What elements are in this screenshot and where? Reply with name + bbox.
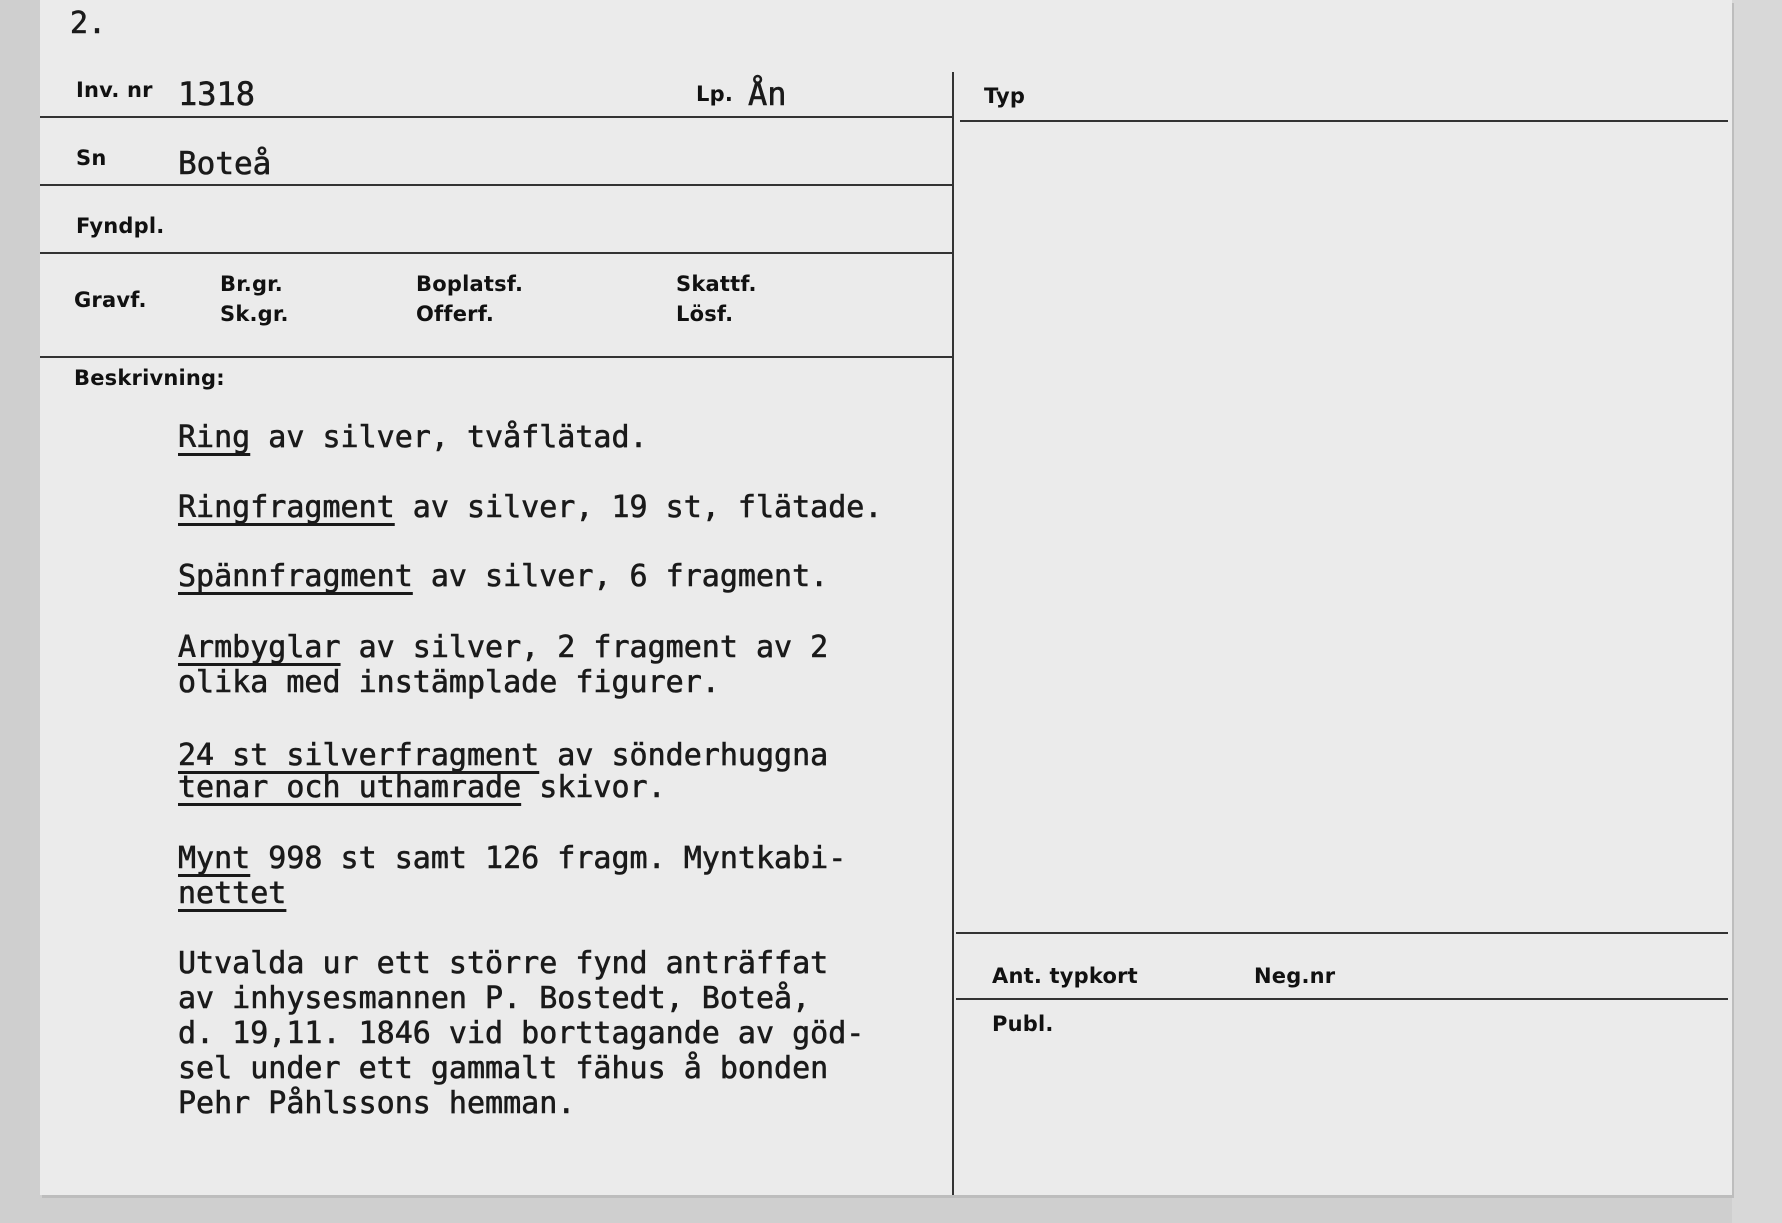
entry-armbyglar-line2: olika med instämplade figurer. [178, 665, 720, 700]
catalog-card [40, 0, 1732, 1195]
skattf-label: Skattf. [676, 272, 757, 296]
sk-gr-label: Sk.gr. [220, 302, 289, 326]
entry-mynt-text: 998 st samt 126 fragm. Myntkabi- [250, 841, 847, 876]
entry-armbyglar-term: Armbyglar [178, 630, 341, 665]
entry-silverfragment-line2-term: tenar och uthamrade [178, 770, 522, 805]
fyndpl-label: Fyndpl. [76, 214, 165, 238]
entry-ringfragment-term: Ringfragment [178, 490, 395, 525]
inv-nr-label: Inv. nr [76, 78, 153, 102]
entry-silverfragment-line2 [178, 770, 666, 805]
entry-ringfragment [178, 490, 882, 525]
ant-typkort-label: Ant. typkort [992, 964, 1138, 988]
rule-gravf [40, 356, 952, 358]
paragraph-line: Utvalda ur ett större fynd anträffat [178, 946, 829, 981]
br-gr-label: Br.gr. [220, 272, 283, 296]
neg-nr-label: Neg.nr [1254, 964, 1336, 988]
entry-silverfragment-term: 24 st silverfragment [178, 738, 540, 773]
entry-ring-text: av silver, tvåflätad. [250, 420, 648, 455]
gravf-label: Gravf. [74, 288, 147, 312]
sn-value: Boteå [178, 146, 272, 182]
column-divider [952, 72, 954, 1195]
rule-right-2 [956, 998, 1728, 1000]
rule-header [40, 116, 952, 118]
entry-mynt-line2-term: nettet [178, 876, 287, 911]
rule-fyndpl [40, 252, 952, 254]
entry-mynt-line2 [178, 876, 286, 911]
rule-sn [40, 184, 952, 186]
entry-mynt-term: Mynt [178, 841, 251, 876]
offerf-label: Offerf. [416, 302, 495, 326]
rule-typ [960, 120, 1728, 122]
paragraph-line: sel under ett gammalt fähus å bonden [178, 1051, 829, 1086]
entry-spannfragment [178, 559, 828, 594]
entry-silverfragment-line2-text: skivor. [521, 770, 666, 805]
sn-label: Sn [76, 146, 107, 170]
entry-silverfragment [178, 738, 828, 773]
entry-armbyglar-text: av silver, 2 fragment av 2 [340, 630, 829, 665]
entry-mynt [178, 841, 846, 876]
lp-value: Ån [748, 75, 787, 113]
entry-spannfragment-term: Spännfragment [178, 559, 413, 594]
entry-ring [178, 420, 648, 455]
card-edge [1732, 0, 1782, 1223]
losf-label: Lösf. [676, 302, 734, 326]
beskrivning-label: Beskrivning: [74, 366, 225, 390]
entry-silverfragment-text: av sönderhuggna [539, 738, 829, 773]
entry-spannfragment-text: av silver, 6 fragment. [412, 559, 829, 594]
lp-label: Lp. [696, 82, 733, 106]
paragraph-line: Pehr Påhlssons hemman. [178, 1086, 576, 1121]
boplatsf-label: Boplatsf. [416, 272, 524, 296]
entry-armbyglar [178, 630, 828, 665]
entry-ring-term: Ring [178, 420, 251, 455]
publ-label: Publ. [992, 1012, 1054, 1036]
typ-label: Typ [984, 84, 1026, 108]
rule-right-1 [956, 932, 1728, 934]
paragraph-line: av inhysesmannen P. Bostedt, Boteå, [178, 981, 811, 1016]
inv-nr-value: 1318 [178, 75, 256, 113]
card-number: 2. [70, 6, 107, 41]
entry-ringfragment-text: av silver, 19 st, flätade. [394, 490, 883, 525]
paragraph-line: d. 19,11. 1846 vid borttagande av göd- [178, 1016, 865, 1051]
